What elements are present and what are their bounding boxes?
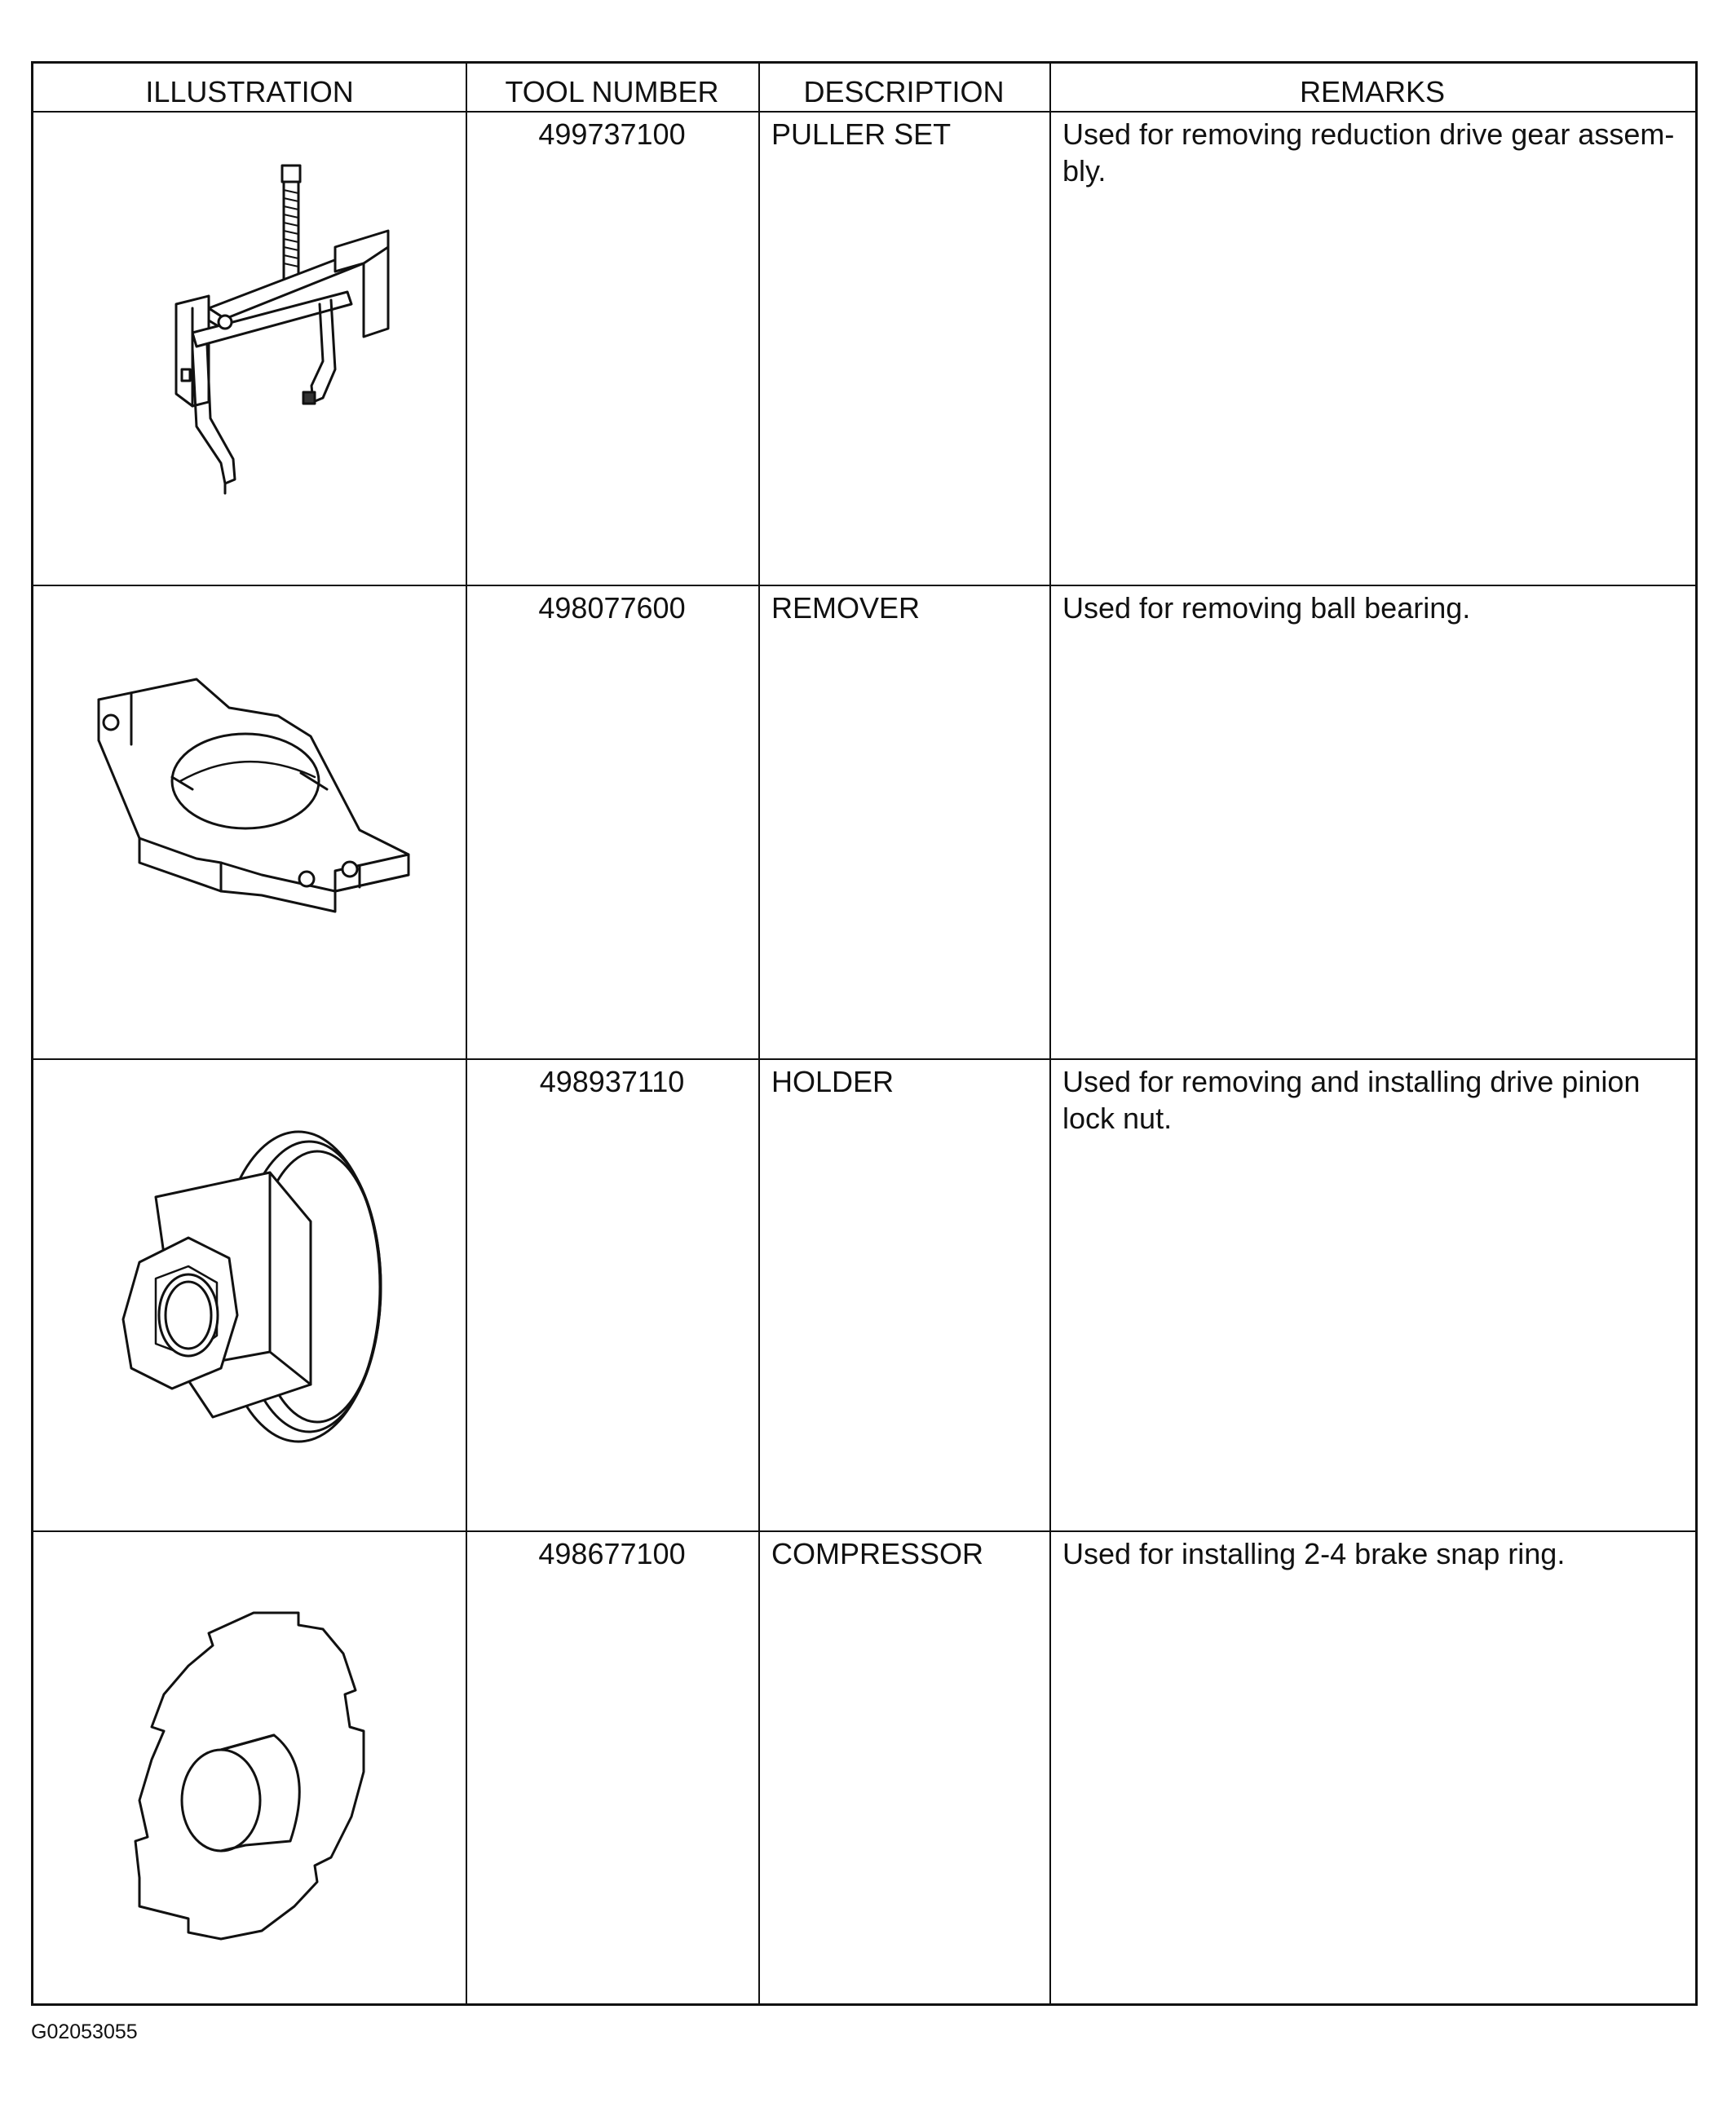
- row-divider: [33, 1058, 1695, 1060]
- remarks-cell: Used for removing and installing drive pinion lock nut.: [1062, 1065, 1641, 1135]
- header-remarks: REMARKS: [1299, 75, 1446, 108]
- column-divider: [1049, 64, 1051, 2003]
- puller-set-icon: [160, 157, 421, 516]
- row-divider: [33, 1530, 1695, 1532]
- description-cell: COMPRESSOR: [771, 1537, 984, 1570]
- tool-number-cell: 498937110: [539, 1065, 685, 1098]
- header-description: DESCRIPTION: [803, 75, 1005, 108]
- tool-number-cell: 498077600: [538, 591, 686, 625]
- description-cell: HOLDER: [771, 1065, 895, 1098]
- column-divider: [466, 64, 467, 2003]
- row-divider: [33, 111, 1695, 113]
- remarks-cell: Used for removing ball bearing.: [1062, 591, 1471, 625]
- figure-code: G02053055: [31, 2020, 138, 2043]
- header-tool-number: TOOL NUMBER: [505, 75, 719, 108]
- column-divider: [758, 64, 760, 2003]
- remarks-cell: Used for installing 2-4 brake snap ring.: [1062, 1537, 1566, 1570]
- header-illustration: ILLUSTRATION: [145, 75, 354, 108]
- compressor-icon: [131, 1596, 425, 1955]
- description-cell: REMOVER: [771, 591, 921, 625]
- remover-icon: [91, 667, 449, 952]
- description-cell: PULLER SET: [771, 117, 952, 151]
- special-tools-table: [31, 61, 1698, 2006]
- remarks-cell: Used for removing reduction drive gear assem-bly.: [1062, 117, 1675, 188]
- row-divider: [33, 585, 1695, 586]
- tool-number-cell: 499737100: [538, 117, 686, 151]
- holder-icon: [107, 1115, 433, 1474]
- tool-number-cell: 498677100: [538, 1537, 686, 1570]
